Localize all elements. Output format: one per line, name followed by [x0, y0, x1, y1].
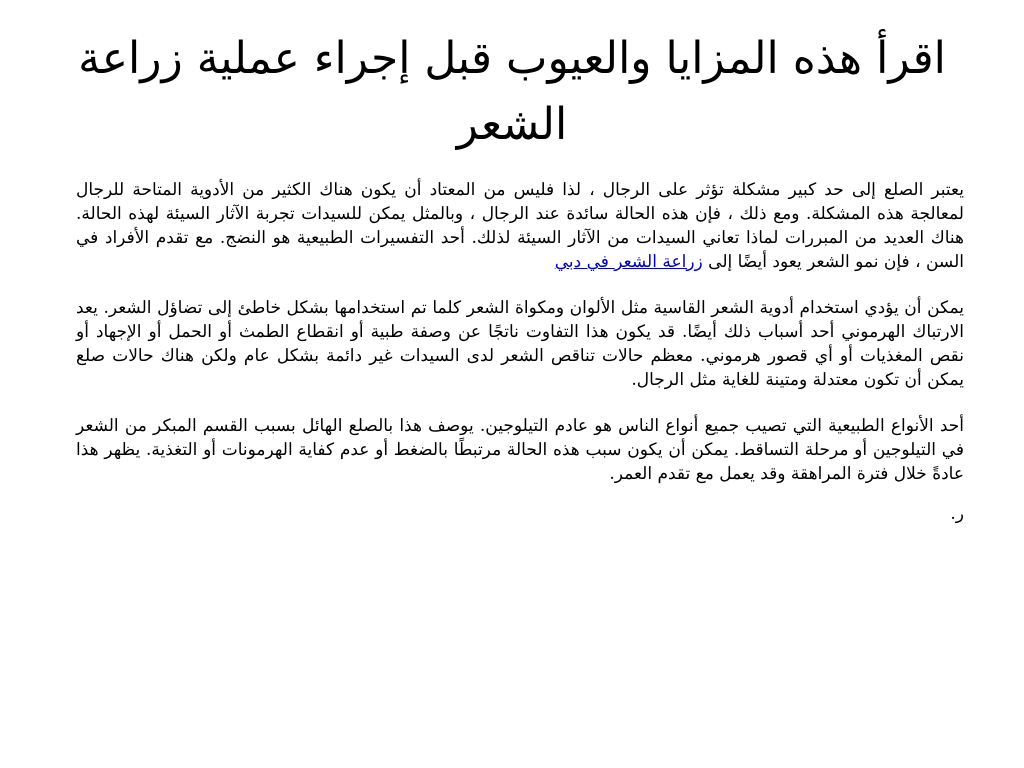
- slide-body: [76, 178, 964, 548]
- paragraph-1-text: يعتبر الصلع إلى حد كبير مشكلة تؤثر على الرجال ، لذا فليس من المعتاد أن يكون هناك الكثير من الأدوية المتاحة للرجال لمعالجة هذه المشكلة. ومع ذلك ، فإن هذه الحالة سائدة عند الرجال ، وبالمثل يمكن للسيدات تجربة الآثار السيئة لهذه الحالة. هناك العديد من المبررات لماذا تعاني السيدات من الآثار السيئة لذلك. أحد التفسيرات الطبيعية هو النضج. مع تقدم الأفراد في السن ، فإن نمو الشعر يعود أيضًا إلى: [76, 180, 964, 272]
- paragraph-1: [76, 178, 964, 274]
- paragraph-4: ر.: [950, 504, 964, 524]
- paragraph-3: أحد الأنواع الطبيعية التي تصيب جميع أنواع الناس هو عادم التيلوجين. يوصف هذا بالصلع الهائل بسبب القسم المبكر من الشعر في التيلوجين أو مرحلة التساقط. يمكن أن يكون سبب هذه الحالة مرتبطًا بالضغط أو عدم كفاية الهرمونات أو التغذية. يظهر هذا عادةً خلال فترة المراهقة وقد يعمل مع تقدم العمر.: [76, 416, 964, 484]
- paragraph-2: يمكن أن يؤدي استخدام أدوية الشعر القاسية مثل الألوان ومكواة الشعر كلما تم استخدامها بشكل خاطئ إلى تضاؤل الشعر. يعد الارتباك الهرموني أحد أسباب ذلك أيضًا. قد يكون هذا التفاوت ناتجًا عن وصفة طبية أو انقطاع الطمث أو الحمل أو الإجهاد أو نقص المغذيات أو أي قصور هرموني. معظم حالات تناقص الشعر لدى السيدات غير دائمة بشكل عام ولكن هناك حالات صلع يمكن أن تكون معتدلة ومتينة للغاية مثل الرجال.: [76, 298, 964, 390]
- hair-transplant-dubai-link[interactable]: زراعة الشعر في دبي: [554, 252, 703, 272]
- slide-title: اقرأ هذه المزايا والعيوب قبل إجراء عملية زراعة الشعر: [78, 33, 946, 150]
